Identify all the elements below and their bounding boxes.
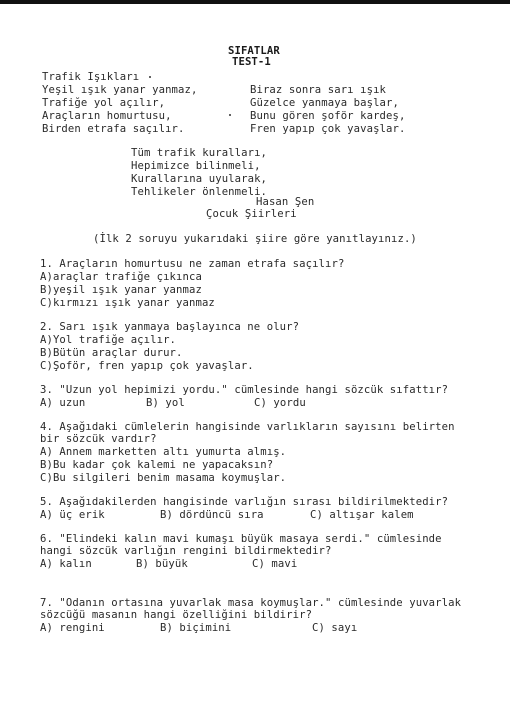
question-4-option-b: B)Bu kadar çok kalemi ne yapacaksın? bbox=[40, 459, 274, 471]
poem-center-line: Tehlikeler önlenmeli. bbox=[131, 186, 268, 198]
poem-source: Çocuk Şiirleri bbox=[206, 208, 297, 220]
question-5-option-b: B) dördüncü sıra bbox=[160, 509, 264, 521]
question-6-option-b: B) büyük bbox=[136, 558, 188, 570]
question-6-option-a: A) kalın bbox=[40, 558, 92, 570]
question-1-option-b: B)yeşil ışık yanar yanmaz bbox=[40, 284, 202, 296]
poem-center-line: Tüm trafik kuralları, bbox=[131, 147, 268, 159]
poem-left-line: Birden etrafa saçılır. bbox=[42, 123, 185, 135]
question-7-text: 7. "Odanın ortasına yuvarlak masa koymuşlar." cümlesinde yuvarlak bbox=[40, 597, 462, 609]
question-2-option-b: B)Bütün araçlar durur. bbox=[40, 347, 183, 359]
question-1-option-a: A)araçlar trafiğe çıkınca bbox=[40, 271, 202, 283]
question-7-option-c: C) sayı bbox=[312, 622, 358, 634]
question-3-option-b: B) yol bbox=[146, 397, 185, 409]
question-4-text-cont: bir sözcük vardır? bbox=[40, 433, 157, 445]
question-7-text-cont: sözcüğü masanın hangi özelliğini bildirir? bbox=[40, 609, 313, 621]
question-5-option-c: C) altışar kalem bbox=[310, 509, 414, 521]
question-1-text: 1. Araçların homurtusu ne zaman etrafa saçılır? bbox=[40, 258, 345, 270]
question-2-option-a: A)Yol trafiğe açılır. bbox=[40, 334, 177, 346]
instruction-text: (İlk 2 soruyu yukarıdaki şiire göre yanıtlayınız.) bbox=[93, 233, 417, 245]
poem-left-line: Trafiğe yol açılır, bbox=[42, 97, 166, 109]
question-6-option-c: C) mavi bbox=[252, 558, 298, 570]
scan-speck bbox=[149, 76, 151, 78]
question-2-option-c: C)Şoför, fren yapıp çok yavaşlar. bbox=[40, 360, 254, 372]
scan-edge-bar bbox=[0, 0, 510, 4]
question-3-option-c: C) yordu bbox=[254, 397, 306, 409]
poem-right-line: Güzelce yanmaya başlar, bbox=[250, 97, 399, 109]
poem-right-line: Fren yapıp çok yavaşlar. bbox=[250, 123, 406, 135]
question-3-option-a: A) uzun bbox=[40, 397, 86, 409]
poem-right-line: Bunu gören şoför kardeş, bbox=[250, 110, 406, 122]
question-7-option-a: A) rengini bbox=[40, 622, 105, 634]
question-5-text: 5. Aşağıdakilerden hangisinde varlığın sırası bildirilmektedir? bbox=[40, 496, 449, 508]
question-6-text-cont: hangi sözcük varlığın rengini bildirmektedir? bbox=[40, 545, 332, 557]
poem-right-line: Biraz sonra sarı ışık bbox=[250, 84, 387, 96]
question-2-text: 2. Sarı ışık yanmaya başlayınca ne olur? bbox=[40, 321, 300, 333]
poem-left-line: Araçların homurtusu, bbox=[42, 110, 172, 122]
question-4-option-c: C)Bu silgileri benim masama koymuşlar. bbox=[40, 472, 287, 484]
poem-title: Trafik Işıkları bbox=[42, 71, 140, 83]
question-7-option-b: B) biçimini bbox=[160, 622, 232, 634]
poem-center-line: Kurallarına uyularak, bbox=[131, 173, 268, 185]
question-3-text: 3. "Uzun yol hepimizi yordu." cümlesinde hangi sözcük sıfattır? bbox=[40, 384, 449, 396]
question-6-text: 6. "Elindeki kalın mavi kumaşı büyük masaya serdi." cümlesinde bbox=[40, 533, 442, 545]
poem-center-line: Hepimizce bilinmeli, bbox=[131, 160, 261, 172]
worksheet-subtitle: TEST-1 bbox=[232, 56, 271, 68]
question-1-option-c: C)kırmızı ışık yanar yanmaz bbox=[40, 297, 215, 309]
poem-author: Hasan Şen bbox=[256, 196, 315, 208]
poem-left-line: Yeşil ışık yanar yanmaz, bbox=[42, 84, 198, 96]
worksheet-title: SIFATLAR bbox=[228, 45, 280, 57]
question-5-option-a: A) üç erik bbox=[40, 509, 105, 521]
question-4-text: 4. Aşağıdaki cümlelerin hangisinde varlıkların sayısını belirten bbox=[40, 421, 455, 433]
question-4-option-a: A) Annem marketten altı yumurta almış. bbox=[40, 446, 287, 458]
scan-speck bbox=[229, 114, 231, 116]
